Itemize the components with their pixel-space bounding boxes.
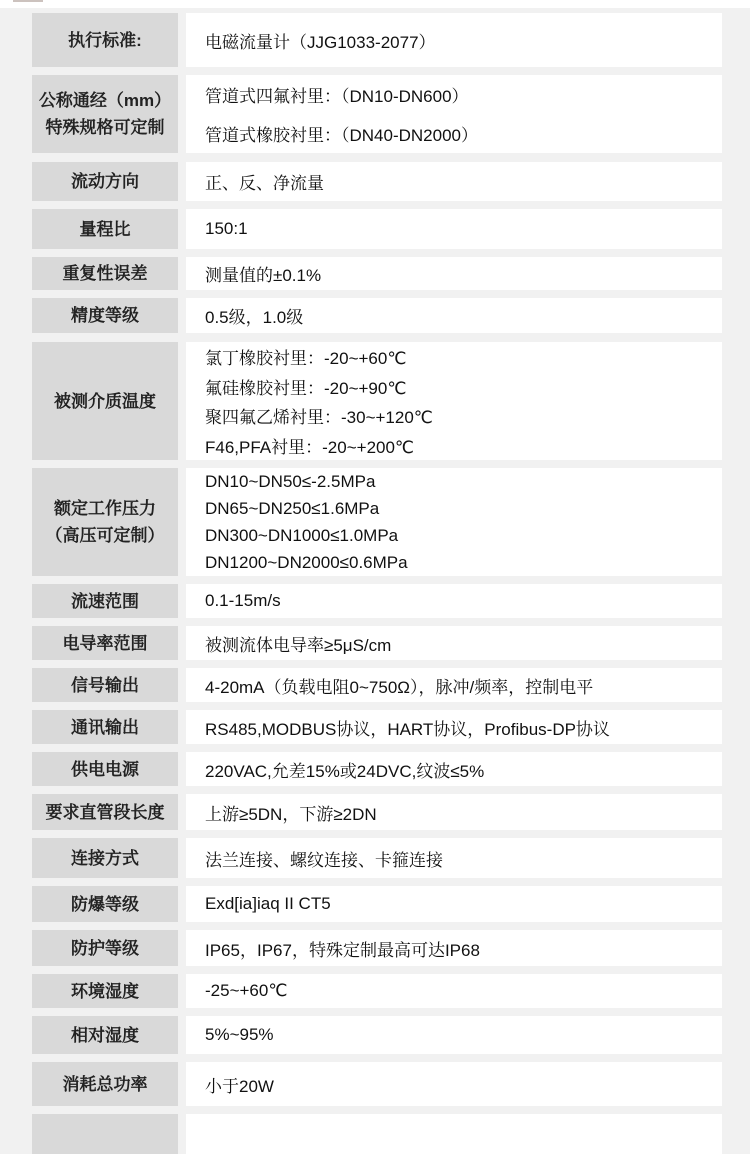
row-value [186,342,722,460]
row-label-text: 消耗总功率 [62,1074,148,1094]
row-value [186,209,722,249]
row-label-text: 信号输出 [71,675,139,695]
row-label [32,626,178,660]
table-row [32,668,722,702]
row-value-text: 被测流体电导率≥5μS/cm [205,635,392,655]
table-row [32,75,722,153]
row-value-text: 管道式橡胶衬里：（DN40-DN2000） [205,126,478,145]
row-value-text: 电磁流量计（JJG1033-2077） [205,32,436,52]
row-value [186,1114,722,1154]
row-value-text: 管道式四氟衬里：（DN10-DN600） [205,87,469,106]
row-label-text: 相对湿度 [71,1025,139,1045]
table-row [32,257,722,290]
row-value [186,468,722,576]
row-value-text: DN10~DN50≤-2.5MPa [205,471,376,491]
row-value-text: 5%~95% [205,1025,274,1044]
row-label [32,468,178,576]
row-value-text: -25~+60℃ [205,981,288,1000]
row-label [32,1114,178,1154]
row-label-text: 电导率范围 [62,633,148,653]
row-label-text: 防护等级 [71,938,139,958]
spec-table [32,13,722,1154]
row-value-text: 220VAC,允差15%或24DVC,纹波≤5% [205,761,485,781]
row-label [32,974,178,1008]
row-label [32,1062,178,1106]
row-value [186,1016,722,1054]
row-value [186,930,722,966]
table-row [32,468,722,576]
table-row [32,298,722,333]
row-value-text: 0.5级，1.0级 [205,308,304,327]
row-value-text: RS485,MODBUS协议，HART协议，Profibus-DP协议 [205,719,610,739]
row-value-text: 聚四氟乙烯衬里：-30~+120℃ [205,408,433,428]
row-label-text: 额定工作压力 [54,499,156,518]
top-white-strip [0,0,750,8]
row-label [32,298,178,333]
row-value [186,668,722,702]
row-value-text: 4-20mA（负载电阻0~750Ω），脉冲/频率，控制电平 [205,677,594,697]
row-value [186,298,722,333]
table-row [32,710,722,744]
table-row [32,1016,722,1054]
row-value-text: 氟硅橡胶衬里：-20~+90℃ [205,378,407,398]
row-value [186,162,722,201]
row-label [32,710,178,744]
row-label [32,13,178,67]
row-label [32,668,178,702]
row-value [186,974,722,1008]
row-value-text: DN65~DN250≤1.6MPa [205,498,380,518]
table-row [32,838,722,878]
row-label-text: 量程比 [79,219,131,239]
row-label [32,1016,178,1054]
row-label-text: 公称通经（mm） [38,91,172,110]
row-label-text: （高压可定制） [45,526,165,545]
row-value-text: 法兰连接、螺纹连接、卡箍连接 [205,850,443,870]
row-value [186,710,722,744]
row-label-text: 通讯输出 [71,717,139,737]
row-value-text: F46,PFA衬里：-20~+200℃ [205,437,415,457]
row-label-text: 环境湿度 [71,981,139,1001]
row-value-text: 氯丁橡胶衬里：-20~+60℃ [205,349,407,369]
row-label-text: 被测介质温度 [54,391,156,411]
row-label-text: 精度等级 [71,306,139,325]
table-row [32,930,722,966]
table-row [32,162,722,201]
row-value-text: DN300~DN1000≤1.0MPa [205,525,399,545]
row-label [32,752,178,786]
row-label-text: 流速范围 [71,591,139,611]
row-label [32,584,178,618]
row-value-text: DN1200~DN2000≤0.6MPa [205,552,408,572]
row-label-text: 重复性误差 [62,264,148,283]
row-label [32,75,178,153]
row-value-text: 测量值的±0.1% [205,266,322,285]
row-value-text: IP65，IP67，特殊定制最高可达IP68 [205,940,480,960]
row-label-text: 防爆等级 [71,894,139,914]
table-row [32,209,722,249]
row-value [186,13,722,67]
row-value [186,886,722,922]
table-row [32,584,722,618]
table-row [32,974,722,1008]
row-value [186,752,722,786]
row-value [186,838,722,878]
row-value [186,1062,722,1106]
row-label [32,162,178,201]
row-value [186,75,722,153]
row-value-text: 小于20W [205,1076,274,1096]
table-row-partial [32,1114,722,1154]
table-row [32,626,722,660]
table-row [32,342,722,460]
row-label [32,930,178,966]
table-row [32,13,722,67]
row-label [32,886,178,922]
top-edge-artifact [13,0,43,2]
row-label [32,838,178,878]
row-value-text: 正、反、净流量 [205,174,324,193]
row-label-text: 特殊规格可定制 [45,118,165,137]
row-label [32,794,178,830]
row-label-text: 连接方式 [71,848,139,868]
row-value [186,626,722,660]
row-label [32,209,178,249]
row-value-text: 上游≥5DN，下游≥2DN [205,804,377,824]
row-label-text: 供电电源 [71,759,139,779]
row-value [186,794,722,830]
row-label-text: 要求直管段长度 [45,802,165,822]
row-value [186,584,722,618]
table-row [32,1062,722,1106]
row-value [186,257,722,290]
row-label-text: 流动方向 [71,172,139,191]
row-value-text: 150:1 [205,219,248,238]
row-value-text: 0.1-15m/s [205,591,281,610]
row-label [32,257,178,290]
row-value-text: Exd[ia]iaq II CT5 [205,894,331,913]
table-row [32,752,722,786]
row-label [32,342,178,460]
table-row [32,794,722,830]
table-row [32,886,722,922]
row-label-text: 执行标准: [68,30,142,50]
